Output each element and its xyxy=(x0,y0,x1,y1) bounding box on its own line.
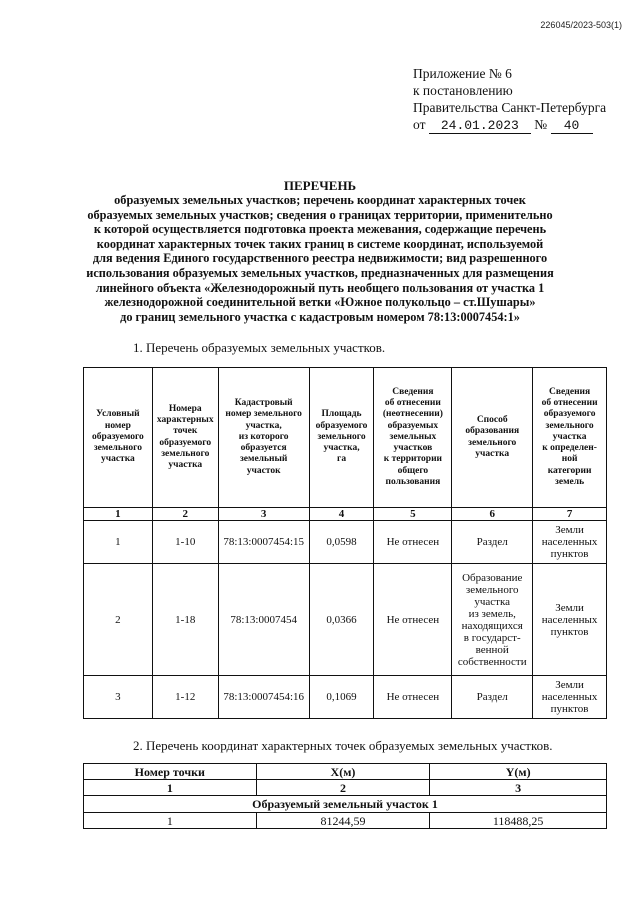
land-category-cell xyxy=(533,564,607,676)
cell-line: пунктов xyxy=(550,625,589,638)
land-category-cell xyxy=(533,676,607,719)
header-line: Номера xyxy=(168,403,202,414)
header-line: номер xyxy=(104,420,131,431)
section-2-title: 2. Перечень координат характерных точек образуемых земельных участков. xyxy=(133,738,553,753)
header-line: земельного xyxy=(317,431,366,442)
column-number: 3 xyxy=(218,508,309,521)
column-number: 4 xyxy=(309,508,374,521)
cell-line: Земли xyxy=(555,679,584,691)
header-line: земель xyxy=(555,477,585,488)
cell-line: в государст- xyxy=(463,631,521,644)
header-line: ной xyxy=(561,454,578,465)
cell-line: населенных xyxy=(541,613,598,626)
header-line: образуемого xyxy=(159,437,212,448)
points-cell: 1-12 xyxy=(152,676,218,719)
area-cell: 0,0598 xyxy=(309,521,374,564)
header-line: Кадастровый xyxy=(234,397,293,408)
description-line: линейного объекта «Железнодорожный путь необщего пользования от участка 1 xyxy=(95,280,545,295)
header-line: точек xyxy=(173,426,198,437)
header-line: номер земельного xyxy=(225,409,302,420)
coordinates-table xyxy=(83,763,607,829)
description-line: образуемых земельных участков; перечень координат характерных точек xyxy=(114,193,526,207)
header-line: к территории xyxy=(383,454,443,465)
table-header-row xyxy=(84,368,607,508)
header-line: образуемых xyxy=(387,420,439,431)
header-line: участка, xyxy=(245,420,282,431)
appendix-from-label: от xyxy=(413,117,426,132)
appendix-date: 24.01.2023 xyxy=(429,119,531,134)
header-line: образования xyxy=(465,426,520,437)
cell-line: Земли xyxy=(555,601,584,614)
column-header-6 xyxy=(452,368,533,508)
description-line: координат характерных точек таких границ в системе координат, используемой xyxy=(96,236,544,251)
header-line: земельный xyxy=(239,454,288,465)
subheading-cell: Образуемый земельный участок 1 xyxy=(84,796,607,813)
title-description xyxy=(70,193,570,324)
cell-line: из земель, xyxy=(468,607,516,620)
cell-line: собственности xyxy=(457,655,527,668)
plot-id-cell: 2 xyxy=(84,564,153,676)
points-cell: 1-10 xyxy=(152,521,218,564)
area-cell: 0,1069 xyxy=(309,676,374,719)
appendix-line-3: Правительства Санкт-Петербурга xyxy=(413,100,607,115)
header-line: участка xyxy=(168,460,203,471)
table-row xyxy=(84,564,607,676)
header-line: участка xyxy=(552,431,587,442)
cell-line: Раздел xyxy=(476,691,508,703)
plot-id-cell: 3 xyxy=(84,676,153,719)
y-coordinate-cell: 118488,25 xyxy=(430,813,607,829)
public-use-cell: Не отнесен xyxy=(374,564,452,676)
area-cell: 0,0366 xyxy=(309,564,374,676)
cell-line: Раздел xyxy=(476,536,508,548)
header-line: из которого xyxy=(238,431,289,442)
header-line: об отнесении xyxy=(541,397,598,408)
description-line: использования образуемых земельных участков, предназначенных для размещения xyxy=(86,265,554,280)
description-line: к которой осуществляется подготовка проекта межевания, содержащие перечень xyxy=(93,222,547,237)
cell-line: населенных xyxy=(541,691,598,703)
appendix-line-2: к постановлению xyxy=(413,83,513,98)
header-line: образуемого xyxy=(92,431,144,442)
header-line: участков xyxy=(393,443,433,454)
cadastral-number-cell: 78:13:0007454 xyxy=(218,564,309,676)
appendix-number-label: № xyxy=(534,117,548,132)
column-header-2 xyxy=(152,368,218,508)
header-line: пользования xyxy=(385,477,441,488)
column-header-7 xyxy=(533,368,607,508)
land-category-cell xyxy=(533,521,607,564)
land-plots-table xyxy=(83,367,607,719)
column-numbers-row xyxy=(84,780,607,796)
plot-id-cell: 1 xyxy=(84,521,153,564)
cell-line: земельного xyxy=(465,583,519,596)
header-line: Площадь xyxy=(321,409,362,420)
column-header-1 xyxy=(84,368,153,508)
table-row xyxy=(84,813,607,829)
appendix-date-line xyxy=(413,116,606,134)
column-number: 7 xyxy=(533,508,607,521)
section-1-title: 1. Перечень образуемых земельных участков. xyxy=(133,340,386,355)
x-coordinate-cell: 81244,59 xyxy=(256,813,430,829)
appendix-line-1: Приложение № 6 xyxy=(413,66,512,81)
formation-method-cell xyxy=(452,521,533,564)
header-line: характерных xyxy=(156,414,214,425)
header-line: земельного xyxy=(468,437,517,448)
header-line: земельных xyxy=(389,431,437,442)
column-number: 1 xyxy=(84,780,257,796)
point-number-cell: 1 xyxy=(84,813,257,829)
column-number: 5 xyxy=(374,508,452,521)
cell-line: венной xyxy=(475,643,509,656)
table-header-row xyxy=(84,764,607,780)
column-number: 6 xyxy=(452,508,533,521)
cell-line: населенных xyxy=(541,536,598,548)
header-line: Условный xyxy=(96,409,140,420)
public-use-cell: Не отнесен xyxy=(374,676,452,719)
description-line: для ведения Единого государственного реестра недвижимости; вид разрешенного xyxy=(92,251,548,266)
header-line: участка xyxy=(475,448,510,459)
description-line: до границ земельного участка с кадастровым номером 78:13:0007454:1» xyxy=(120,309,520,324)
subheading-row xyxy=(84,796,607,813)
header-line: к определен- xyxy=(542,443,597,454)
header-line: Сведения xyxy=(548,386,591,397)
appendix-block xyxy=(413,65,606,134)
cell-line: пунктов xyxy=(550,548,589,560)
table-row xyxy=(84,676,607,719)
column-header-3 xyxy=(218,368,309,508)
column-header-1: Номер точки xyxy=(84,764,257,780)
column-numbers-row xyxy=(84,508,607,521)
column-header-5 xyxy=(374,368,452,508)
formation-method-cell xyxy=(452,676,533,719)
appendix-number: 40 xyxy=(551,119,593,134)
column-header-2: X(м) xyxy=(256,764,430,780)
column-header-3: Y(м) xyxy=(430,764,607,780)
header-line: земельного xyxy=(545,420,594,431)
cell-line: Земли xyxy=(555,524,584,536)
page-title: ПЕРЕЧЕНЬ xyxy=(283,178,357,193)
column-number: 2 xyxy=(152,508,218,521)
cadastral-number-cell: 78:13:0007454:15 xyxy=(218,521,309,564)
header-line: образуемого xyxy=(543,409,596,420)
header-line: участка, xyxy=(323,443,360,454)
header-line: участок xyxy=(246,465,281,476)
column-number: 3 xyxy=(430,780,607,796)
points-cell: 1-18 xyxy=(152,564,218,676)
description-line: железнодорожной соединительной ветки «Южное полукольцо – ст.Шушары» xyxy=(104,295,536,310)
header-line: земельного xyxy=(161,448,210,459)
column-number: 2 xyxy=(256,780,430,796)
header-line: образуется xyxy=(240,443,287,454)
column-number: 1 xyxy=(84,508,153,521)
column-header-4 xyxy=(309,368,374,508)
header-line: образуемого xyxy=(315,420,368,431)
header-line: Сведения xyxy=(392,386,434,397)
header-line: (неотнесении) xyxy=(382,409,443,420)
cell-line: участка xyxy=(474,595,511,608)
formation-method-cell xyxy=(452,564,533,676)
header-line: земельного xyxy=(93,443,142,454)
table-row xyxy=(84,521,607,564)
cell-line: находящихся xyxy=(461,619,523,632)
cell-line: Образование xyxy=(462,571,523,584)
public-use-cell: Не отнесен xyxy=(374,521,452,564)
header-line: участка xyxy=(100,454,135,465)
cadastral-number-cell: 78:13:0007454:16 xyxy=(218,676,309,719)
header-line: га xyxy=(337,454,347,465)
description-line: образуемых земельных участков; сведения о границах территории, применительно xyxy=(87,207,553,222)
header-line: Способ xyxy=(476,414,508,425)
header-line: категории xyxy=(547,465,592,476)
cell-line: пунктов xyxy=(550,703,589,715)
header-line: об отнесении xyxy=(384,397,441,408)
document-registration-number: 226045/2023-503(1) xyxy=(540,20,622,30)
header-line: общего xyxy=(397,465,429,476)
